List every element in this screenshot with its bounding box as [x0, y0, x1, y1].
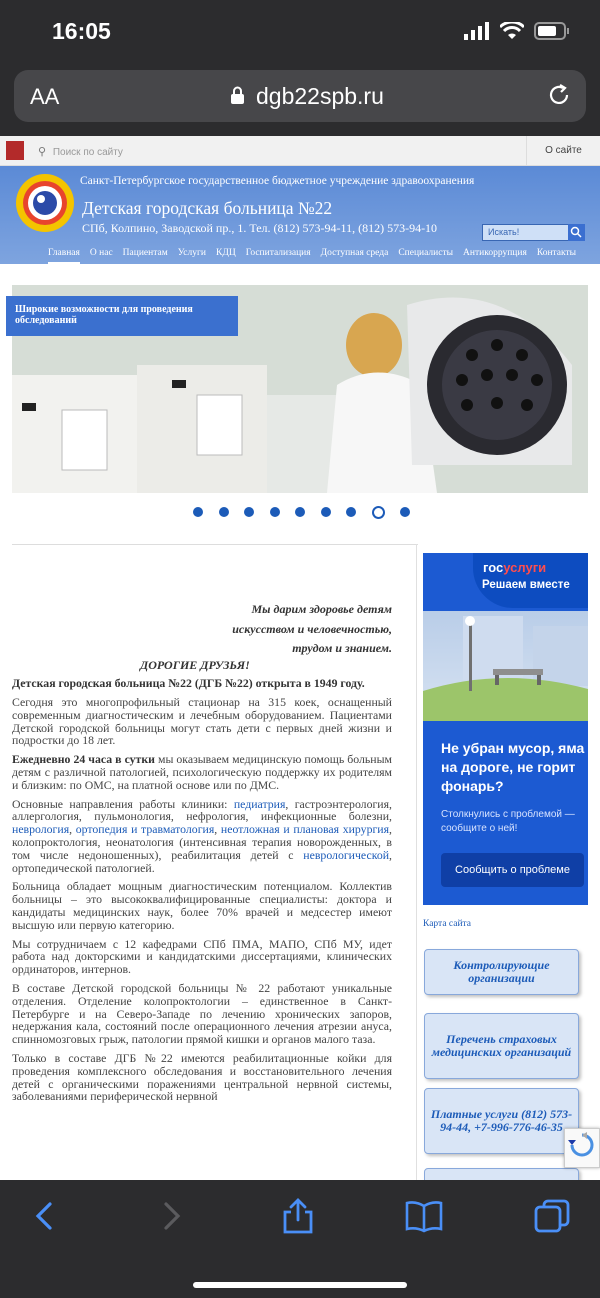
site-search-placeholder: Поиск по сайту [52, 147, 123, 158]
nav-item-specialists[interactable]: Специалисты [398, 248, 454, 258]
daily-text: мы оказываем медицинскую помощь больным детям с различной патологией, психологическую поддержку их родителям и близким: по ОМС, на платной основе или по ДМС. [12, 752, 392, 792]
banner-subtext: Столкнулись с проблемой — сообщите о ней! [441, 809, 575, 834]
organization-line: Санкт-Петербургское государственное бюджетное учреждение здравоохранения [80, 175, 475, 187]
reload-icon[interactable] [546, 82, 572, 108]
slider-dot[interactable] [244, 507, 254, 517]
main-navigation [0, 242, 600, 264]
paragraph-founded [12, 677, 392, 690]
report-problem-button[interactable]: Сообщить о проблеме [441, 853, 584, 887]
banner-illustration [423, 611, 588, 721]
forward-icon[interactable] [150, 1198, 190, 1234]
top-bar [0, 136, 600, 166]
link-rehab-neurology[interactable]: неврологической [303, 847, 390, 862]
back-icon[interactable] [26, 1198, 66, 1234]
slider-dots [193, 507, 410, 519]
search-icon: ⚲ [38, 146, 47, 158]
directions-text: , колопроктология, неонатология (интенсивная терапия новорожденных, в том числе недоношенных), реабилитация детей с [12, 822, 392, 862]
status-bar [0, 0, 600, 66]
nav-item-hospitalization[interactable]: Госпитализация [245, 248, 311, 258]
url-text[interactable]: dgb22spb.ru [256, 83, 384, 109]
logo-part: гос [483, 560, 504, 575]
column-divider [416, 544, 417, 1180]
gosuslugi-header [473, 553, 588, 608]
hospital-name[interactable]: Детская городская больница №22 [82, 198, 333, 218]
nav-item-kdc[interactable]: КДЦ [216, 248, 236, 258]
main-article [12, 600, 392, 1109]
paragraph-cooperation: Мы сотрудничаем с 12 кафедрами СПб ПМА, МАПО, СПб МУ, идет работа над докторскими и кандидатскими диссертациями, клинических ординаторов, интернов. [12, 936, 392, 977]
lock-icon [230, 86, 245, 105]
battery-icon [534, 22, 570, 40]
gosuslugi-banner[interactable] [423, 553, 588, 905]
founded-text: Детская городская больница №22 (ДГБ №22) открыта в 1949 году. [12, 676, 365, 691]
card-supervisory-orgs[interactable]: Контролирующие организации [424, 949, 579, 995]
home-indicator[interactable] [193, 1282, 407, 1288]
recaptcha-badge[interactable] [564, 1128, 600, 1168]
nav-item-contacts[interactable]: Контакты [536, 248, 577, 258]
about-site-button[interactable]: О сайте [526, 136, 600, 166]
content-divider [12, 544, 418, 545]
sitemap-link[interactable]: Карта сайта [423, 919, 472, 929]
link-pediatrics[interactable]: педиатрия [233, 796, 286, 811]
nav-item-home[interactable]: Главная [48, 242, 80, 264]
banner-headline: Не убран мусор, яма на дороге, не горит фонарь? [441, 740, 585, 794]
tabs-icon[interactable] [532, 1198, 572, 1234]
nav-item-anticorruption[interactable]: Антикоррупция [463, 248, 527, 258]
status-time: 16:05 [52, 18, 111, 44]
logo-part-accent: услуги [503, 560, 547, 575]
paragraph-today: Сегодня это многопрофильный стационар на 315 коек, оснащенный современным диагностическим и лечебным оборудованием. Пациентами Детской городской больницы могут стать дети с первых дней жизни и подростки до 18 лет. [12, 695, 392, 748]
recaptcha-icon [565, 1129, 599, 1167]
slider-dot[interactable] [295, 507, 305, 517]
web-page [0, 136, 600, 1180]
signal-icon [464, 22, 490, 40]
gosuslugi-logo [483, 560, 546, 575]
gosuslugi-tagline: Решаем вместе [482, 579, 570, 591]
motto-line: искусством и человечностью, [232, 621, 392, 636]
daily-bold: Ежедневно 24 часа в сутки [12, 752, 155, 767]
city-illustration [423, 611, 588, 721]
wifi-icon [500, 22, 524, 40]
hospital-logo[interactable] [14, 172, 76, 234]
motto-line: трудом и знанием. [292, 641, 392, 655]
hospital-address: СПб, Колпино, Заводской пр., 1. Тел. (812) 573-94-11, (812) 573-94-10 [82, 221, 438, 235]
browser-toolbar [0, 1180, 600, 1298]
card-next[interactable] [424, 1168, 579, 1180]
reader-options-button[interactable] [30, 84, 59, 110]
paragraph-directions [12, 798, 392, 875]
slider-dot[interactable] [270, 507, 280, 517]
directions-text: , ортопедической патологией. [12, 847, 392, 875]
directions-text: , гастроэнтерология, аллергология, пульмонология, нефрология, инфекционные болезни, [12, 796, 392, 824]
separator: , [69, 822, 76, 837]
search-icon [568, 224, 585, 241]
slider-dot[interactable] [219, 507, 229, 517]
link-surgery[interactable]: неотложная и плановая хирургия [220, 822, 390, 837]
header-search-button[interactable] [568, 224, 585, 241]
paragraph-rehab: Только в составе ДГБ №22 имеются реабилитационные койки для проведения комплексного обследования и восстановительного лечения детей с органическими поражениями центральной нервной системы, заболеваниями периферической нервной [12, 1051, 392, 1104]
slider-dot[interactable] [400, 507, 410, 517]
paragraph-diagnostics: Больница обладает мощным диагностическим потенциалом. Коллектив больницы – это высококвалифицированные специалисты: доктора и кандидаты медицинских наук, более 70% врачей и медсестер имеют высшую или первую категорию. [12, 879, 392, 932]
separator: , [214, 822, 221, 837]
nav-item-services[interactable]: Услуги [177, 248, 206, 258]
card-insurance-orgs[interactable]: Перечень страховых медицинских организаций [424, 1013, 579, 1079]
aa-label: AA [30, 84, 60, 109]
site-search-bar[interactable] [38, 145, 123, 158]
header-search-placeholder: Искать! [488, 227, 520, 237]
address-bar[interactable] [14, 70, 586, 122]
directions-text: Основные направления работы клиники: [12, 796, 234, 811]
link-orthopedics[interactable]: ортопедия и травматология [75, 822, 215, 837]
nav-item-about[interactable]: О нас [89, 248, 113, 258]
card-paid-services[interactable]: Платные услуги (812) 573-94-44, +7-996-776-46-35 [424, 1088, 579, 1154]
slider-dot-current[interactable] [372, 506, 385, 519]
nav-item-accessible-environment[interactable]: Доступная среда [320, 248, 389, 258]
paragraph-departments: В составе Детской городской больницы № 22 работают уникальные отделения. Отделение колопроктологии – единственное в Санкт-Петербурге и на Северо-Западе по лечению хронических запоров, недержания кала, состояний после операционного лечения атрезии ануса, спинномозговых грыж, патологии прямой кишки и органов малого таза. [12, 981, 392, 1047]
slider-dot[interactable] [193, 507, 203, 517]
coat-of-arms-icon[interactable] [6, 141, 24, 160]
nav-item-patients[interactable]: Пациентам [122, 248, 168, 258]
header-search-input[interactable] [482, 224, 585, 241]
status-icons [464, 22, 570, 40]
link-neurology[interactable]: неврология [12, 822, 70, 837]
slider-dot[interactable] [321, 507, 331, 517]
paragraph-daily [12, 753, 392, 791]
motto-line: Мы дарим здоровье детям [251, 602, 392, 616]
slider-dot[interactable] [346, 507, 356, 517]
greeting: ДОРОГИЕ ДРУЗЬЯ! [140, 657, 250, 672]
share-icon[interactable] [278, 1198, 318, 1234]
bookmarks-icon[interactable] [404, 1198, 444, 1234]
site-header [0, 166, 600, 264]
slide-caption[interactable]: Широкие возможности для проведения обследований [6, 296, 238, 336]
motto [12, 600, 392, 659]
